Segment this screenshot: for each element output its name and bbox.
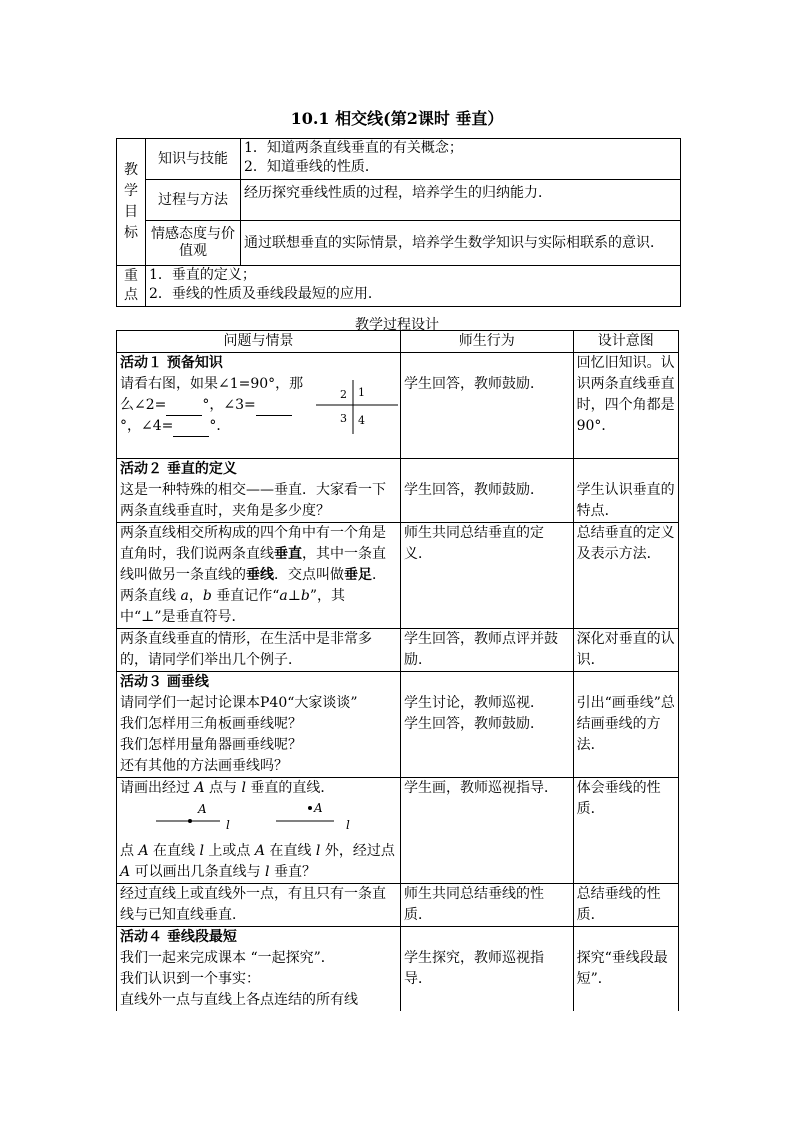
term-perpendicular-line: 垂线 <box>246 567 274 583</box>
intent-text: 探究“垂线段最短”． <box>576 950 668 987</box>
intent-cell <box>573 884 678 927</box>
definition-text <box>120 523 397 628</box>
angle-label-3: 3 <box>340 412 347 425</box>
variable-A: A <box>194 780 205 796</box>
objectives-table <box>116 138 681 307</box>
table-header-row <box>117 331 679 353</box>
scenario-line: 直线外一点与直线上各点连结的所有线 <box>120 992 358 1008</box>
angle-label-4: 4 <box>358 414 365 427</box>
answer-blank-3[interactable] <box>256 401 292 416</box>
table-row <box>117 353 679 459</box>
process-table <box>116 330 679 1011</box>
scenario-line: 我们认识到一个事实： <box>120 971 260 987</box>
intent-cell <box>573 459 678 523</box>
text-fragment: 请画出经过 <box>120 780 195 796</box>
text-fragment: 垂直记作“ <box>211 588 280 604</box>
text-fragment: ， <box>188 588 203 604</box>
text-fragment: 外，经过点 <box>320 843 395 859</box>
table-row <box>117 523 679 629</box>
variable-b: b <box>300 588 310 604</box>
activity-heading: 活动３ 画垂线 <box>120 674 209 690</box>
action-cell <box>401 927 574 1012</box>
section-title: 教学过程设计 <box>355 317 439 333</box>
variable-l: l <box>265 864 270 880</box>
objectives-header-text: 教学目标 <box>124 162 138 241</box>
scenario-line: 还有其他的方法画垂线吗？ <box>120 758 288 774</box>
label-A-1: A <box>198 802 207 816</box>
action-line: 学生回答，教师鼓励． <box>404 716 544 732</box>
text-fragment: ，其中一条直线叫做另一条直线的 <box>120 546 386 583</box>
action-cell <box>401 523 574 629</box>
scenario-line: 我们一起来完成课本 “一起探究”． <box>120 950 335 966</box>
intent-cell <box>573 778 678 884</box>
text-fragment: 垂直的直线． <box>245 780 335 796</box>
intent-cell <box>573 927 678 1012</box>
action-text: 师生共同总结垂直的定义． <box>404 525 544 562</box>
variable-l: l <box>199 843 204 859</box>
action-text: 学生回答，教师鼓励． <box>404 482 544 498</box>
variable-b: b <box>202 588 212 604</box>
activity-1-question <box>120 374 310 437</box>
keypoints-header-text: 重点 <box>124 268 138 303</box>
variable-l: l <box>241 780 246 796</box>
action-text: 师生共同总结垂线的性质． <box>404 886 544 923</box>
term-perpendicular: 垂直 <box>274 546 302 562</box>
label-A-2: A <box>314 801 323 815</box>
perp-symbol: ⊥ <box>287 588 301 604</box>
text-fragment: 点 <box>120 843 139 859</box>
point-question <box>120 841 397 883</box>
question-part-3: °，∠4= <box>120 418 174 434</box>
text-fragment: 在直线 <box>148 843 200 859</box>
column-header-action: 师生行为 <box>401 331 574 353</box>
variable-l: l <box>315 843 321 859</box>
intent-text: 深化对垂直的认识． <box>576 631 675 668</box>
intent-text: 回忆旧知识。认识两条直线垂直时，四个角都是90°． <box>576 355 675 434</box>
angle-label-1: 1 <box>358 386 365 399</box>
text-fragment: 垂直？ <box>269 864 316 880</box>
activity-1-body <box>120 374 397 458</box>
text-fragment: 点与 <box>204 780 242 796</box>
action-cell <box>401 884 574 927</box>
intent-text: 学生认识垂直的特点． <box>576 482 675 519</box>
text-fragment: 两条直线相交所构成的四个角中有一个角是直角时，我们说两条直线 <box>120 525 386 562</box>
variable-A: A <box>138 843 149 859</box>
attitude-label: 情感态度与价值观 <box>146 221 241 266</box>
text-fragment: 可以画出几条直线与 <box>130 864 266 880</box>
objectives-header <box>117 139 146 266</box>
attitude-line-1: 通过联想垂直的实际情景，培养学生数学知识与实际相联系的意识． <box>244 235 664 251</box>
table-row <box>117 927 679 1012</box>
action-text: 学生回答，教师点评并鼓励． <box>404 631 558 668</box>
action-text: 学生画，教师巡视指导． <box>404 780 558 796</box>
action-cell <box>401 778 574 884</box>
text-fragment: 上或点 <box>203 843 255 859</box>
table-row <box>117 672 679 778</box>
intent-text: 体会垂线的性质． <box>576 780 661 817</box>
intent-text: 总结垂直的定义及表示方法． <box>576 525 675 562</box>
intent-cell <box>573 672 678 778</box>
knowledge-content <box>241 139 681 180</box>
term-foot: 垂足 <box>344 567 372 583</box>
column-header-intent: 设计意图 <box>573 331 678 353</box>
intent-text: 总结垂线的性质． <box>576 886 661 923</box>
label-l-1: l <box>226 818 230 832</box>
angle-label-2: 2 <box>340 388 347 401</box>
text-fragment: ．两条直线 <box>120 567 386 604</box>
variable-A: A <box>120 864 131 880</box>
table-row <box>117 778 679 884</box>
process-content <box>241 180 681 221</box>
text-fragment: 在直线 <box>265 843 316 859</box>
knowledge-line-2: 2．知道垂线的性质． <box>244 159 379 175</box>
column-header-scenario: 问题与情景 <box>117 331 401 353</box>
scenario-cell <box>117 884 401 927</box>
keypoints-content <box>146 266 681 307</box>
variable-A: A <box>254 843 265 859</box>
scenario-cell <box>117 523 401 629</box>
label-l-2: l <box>346 818 350 832</box>
action-cell <box>401 459 574 523</box>
page-title: 10.1 相交线(第2课时 垂直） <box>290 109 504 128</box>
variable-a: a <box>180 588 189 604</box>
keypoints-header <box>117 266 146 307</box>
keypoint-line-2: 2．垂线的性质及垂线段最短的应用． <box>149 286 382 302</box>
scenario-text: 这是一种特殊的相交——垂直．大家看一下两条直线垂直时，夹角是多少度？ <box>120 482 386 519</box>
knowledge-line-1: 1．知道两条直线垂直的有关概念； <box>244 140 463 156</box>
scenario-cell <box>117 629 401 672</box>
text-fragment: ．交点叫做 <box>274 567 344 583</box>
scenario-text: 两条直线垂直的情形，在生活中是非常多的，请同学们举出几个例子． <box>120 631 372 668</box>
answer-blank-4[interactable] <box>173 422 209 437</box>
scenario-line: 我们怎样用量角器画垂线呢？ <box>120 737 302 753</box>
intent-cell <box>573 629 678 672</box>
point-line-figure <box>120 799 390 841</box>
intent-text: 引出“画垂线”总结画垂线的方法． <box>576 695 675 753</box>
scenario-cell <box>117 672 401 778</box>
attitude-content <box>241 221 681 266</box>
action-cell <box>401 629 574 672</box>
table-row <box>117 884 679 927</box>
scenario-cell <box>117 927 401 1012</box>
variable-a: a <box>279 588 288 604</box>
draw-instruction <box>120 778 397 799</box>
activity-heading: 活动１ 预备知识 <box>120 355 223 371</box>
scenario-text: 经过直线上或直线外一点，有且只有一条直线与已知直线垂直． <box>120 886 386 923</box>
activity-heading: 活动４ 垂线段最短 <box>120 929 237 945</box>
table-row <box>117 459 679 523</box>
action-line: 学生讨论，教师巡视． <box>404 695 544 711</box>
question-part-2: °，∠3= <box>202 397 256 413</box>
action-cell <box>401 353 574 459</box>
answer-blank-2[interactable] <box>166 401 202 416</box>
scenario-line: 请同学们一起讨论课本P40“大家谈谈” <box>120 695 358 711</box>
intent-cell <box>573 523 678 629</box>
process-line-1: 经历探究垂线性质的过程，培养学生的归纳能力． <box>244 185 552 201</box>
activity-heading: 活动２ 垂直的定义 <box>120 461 237 477</box>
keypoint-line-1: 1．垂直的定义； <box>149 267 256 283</box>
table-row <box>117 629 679 672</box>
scenario-line: 我们怎样用三角板画垂线呢？ <box>120 716 302 732</box>
question-part-4: °． <box>209 418 231 434</box>
scenario-cell <box>117 778 401 884</box>
scenario-cell <box>117 459 401 523</box>
intent-cell <box>573 353 678 459</box>
point-a-on-line <box>188 819 192 823</box>
perpendicular-lines-figure <box>312 378 402 438</box>
knowledge-label: 知识与技能 <box>146 139 241 180</box>
action-text: 学生探究，教师巡视指导． <box>404 950 544 987</box>
scenario-cell <box>117 353 401 459</box>
question-part-1: 请看右图，如果∠1=90°，那么∠2= <box>120 376 304 413</box>
text-fragment: ”，其中“⊥”是垂直符号． <box>120 588 346 625</box>
action-cell <box>401 672 574 778</box>
action-text: 学生回答，教师鼓励． <box>404 376 544 392</box>
process-label: 过程与方法 <box>146 180 241 221</box>
point-a-off-line <box>308 806 312 810</box>
